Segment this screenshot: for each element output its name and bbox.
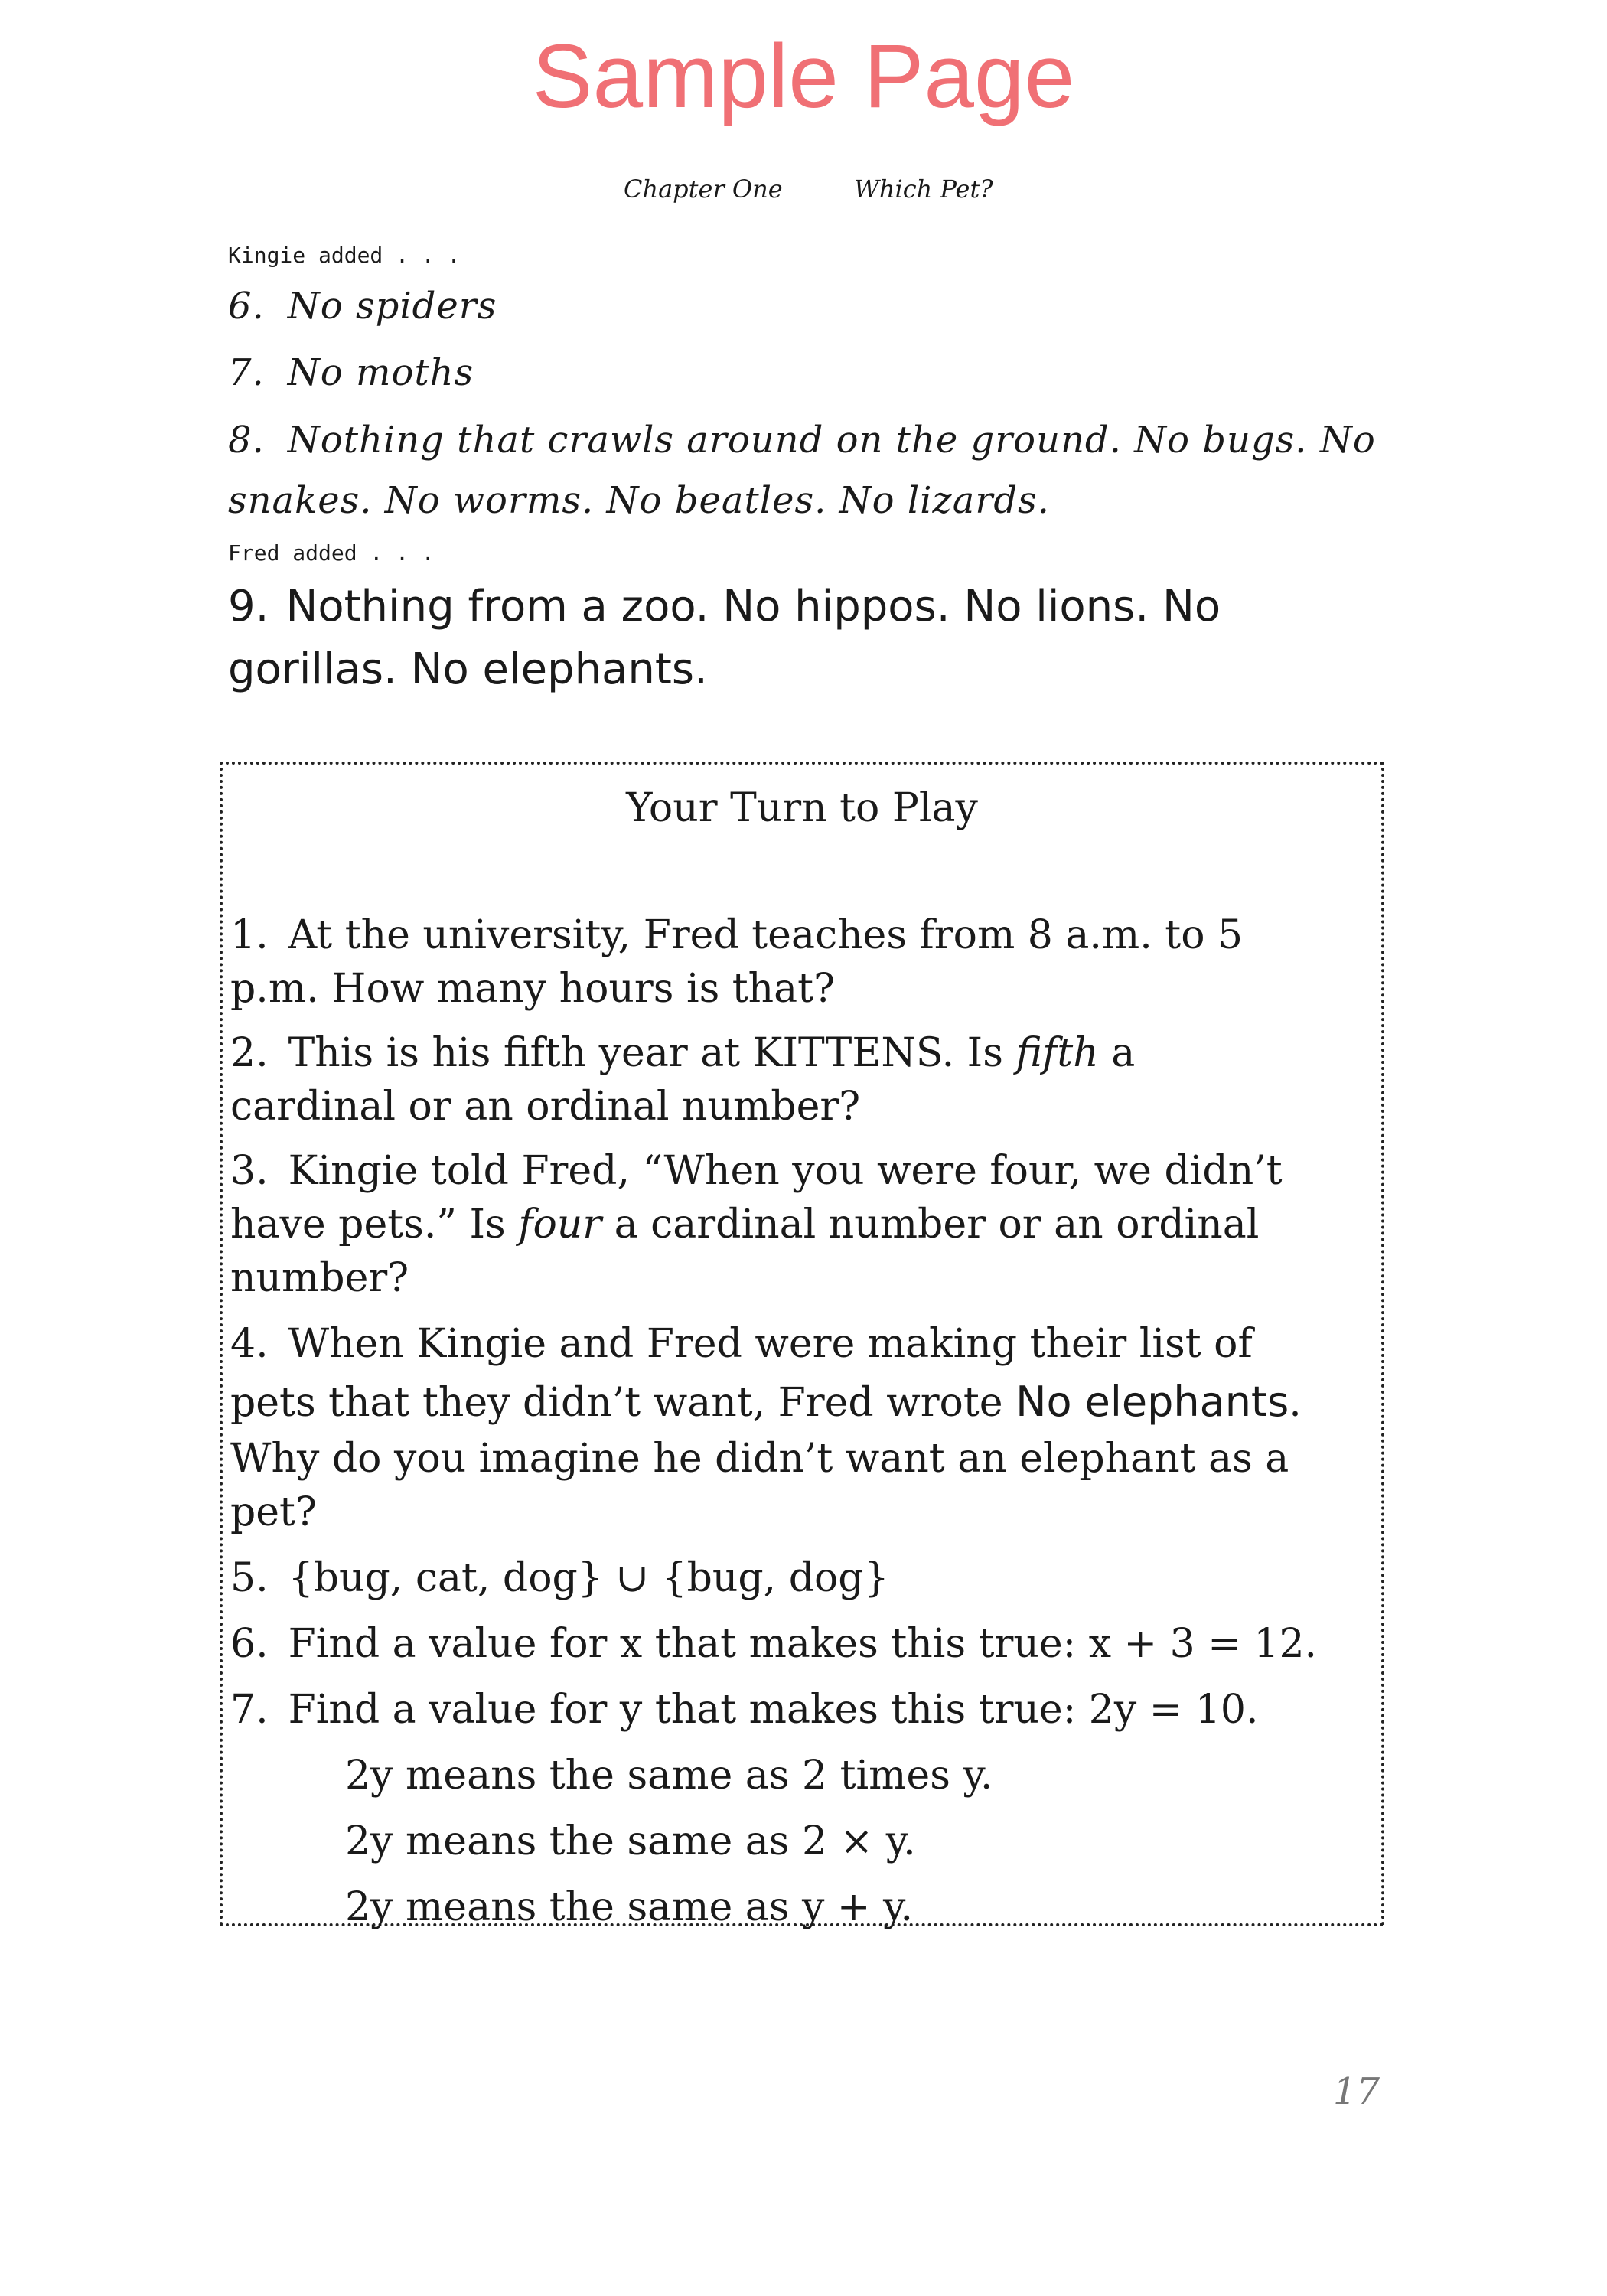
emphasis-text: fifth — [1015, 1030, 1099, 1076]
question-number: 6. — [230, 1621, 269, 1667]
question-number: 4. — [230, 1321, 269, 1367]
question-text: When Kingie and Fred were making their list of — [288, 1321, 1253, 1367]
kingie-item-6 — [228, 276, 1376, 337]
question-1-continued: p.m. How many hours is that? — [230, 966, 835, 1012]
kingie-item-7 — [228, 342, 1376, 403]
emphasis-text: four — [518, 1202, 602, 1247]
chapter-label: Chapter One — [624, 174, 783, 204]
question-number: 5. — [230, 1555, 269, 1601]
question-text: At the university, Fred teaches from 8 a.m. to 5 — [288, 912, 1244, 958]
question-4-line-2 — [230, 1375, 1371, 1430]
question-7 — [230, 1683, 1371, 1737]
question-number: 1. — [230, 912, 269, 958]
item-number: 6. — [228, 285, 265, 328]
question-4-line-4: pet? — [230, 1489, 317, 1535]
your-turn-to-play-box — [220, 762, 1384, 1930]
fred-item-9-continued: gorillas. No elephants. — [228, 644, 708, 694]
item-text: No moths — [287, 351, 474, 394]
question-3-line-3: number? — [230, 1255, 409, 1301]
note-line: 2y means the same as 2 × y. — [345, 1818, 916, 1864]
item-text: Nothing from a zoo. No hippos. No lions. No — [285, 582, 1221, 631]
chapter-title: Which Pet? — [854, 174, 993, 204]
question-text: Find a value for x that makes this true: x + 3 = 12. — [288, 1621, 1318, 1667]
question-3-line-2 — [230, 1198, 1371, 1251]
question-5 — [230, 1551, 1371, 1605]
question-text: Kingie told Fred, “When you were four, we didn’t — [288, 1148, 1283, 1194]
page-number: 17 — [1333, 2070, 1380, 2113]
item-number: 8. — [228, 419, 265, 461]
question-4 — [230, 1317, 1371, 1371]
question-2 — [230, 1026, 1371, 1080]
question-text: {bug, cat, dog} ∪ {bug, dog} — [288, 1555, 889, 1601]
question-number: 3. — [230, 1148, 269, 1194]
question-6 — [230, 1617, 1371, 1671]
question-text: This is his fifth year at KITTENS. Is — [288, 1030, 1016, 1076]
comic-inline-text: No elephants — [1015, 1378, 1289, 1426]
question-number: 7. — [230, 1687, 269, 1733]
item-text: Nothing that crawls around on the ground. No bugs. No — [287, 419, 1376, 461]
question-text: a cardinal number or an ordinal — [601, 1202, 1260, 1247]
note-line: 2y means the same as 2 times y. — [345, 1753, 993, 1799]
fred-item-9 — [228, 576, 1338, 638]
question-3 — [230, 1144, 1371, 1198]
question-text: have pets.” Is — [230, 1202, 519, 1247]
running-head — [0, 170, 1607, 208]
question-4-line-3: Why do you imagine he didn’t want an elephant as a — [230, 1436, 1289, 1482]
kingie-intro: Kingie added . . . — [228, 243, 461, 268]
item-text: No spiders — [287, 285, 497, 328]
item-number: 9. — [228, 582, 269, 631]
fred-intro: Fred added . . . — [228, 540, 435, 566]
question-text: Find a value for y that makes this true: 2y = 10. — [288, 1687, 1259, 1733]
question-2-continued: cardinal or an ordinal number? — [230, 1084, 861, 1130]
question-number: 2. — [230, 1030, 269, 1076]
kingie-item-8-continued: snakes. No worms. No beatles. No lizards. — [228, 479, 1050, 522]
play-box-title: Your Turn to Play — [626, 785, 978, 831]
sample-page-watermark: Sample Page — [532, 26, 1075, 127]
question-text: pets that they didn’t want, Fred wrote — [230, 1380, 1016, 1426]
item-number: 7. — [228, 351, 265, 394]
kingie-item-8 — [228, 409, 1376, 471]
note-line: 2y means the same as y + y. — [345, 1884, 913, 1930]
question-text: a — [1098, 1030, 1136, 1076]
question-text: . — [1289, 1380, 1302, 1426]
question-1 — [230, 908, 1371, 962]
